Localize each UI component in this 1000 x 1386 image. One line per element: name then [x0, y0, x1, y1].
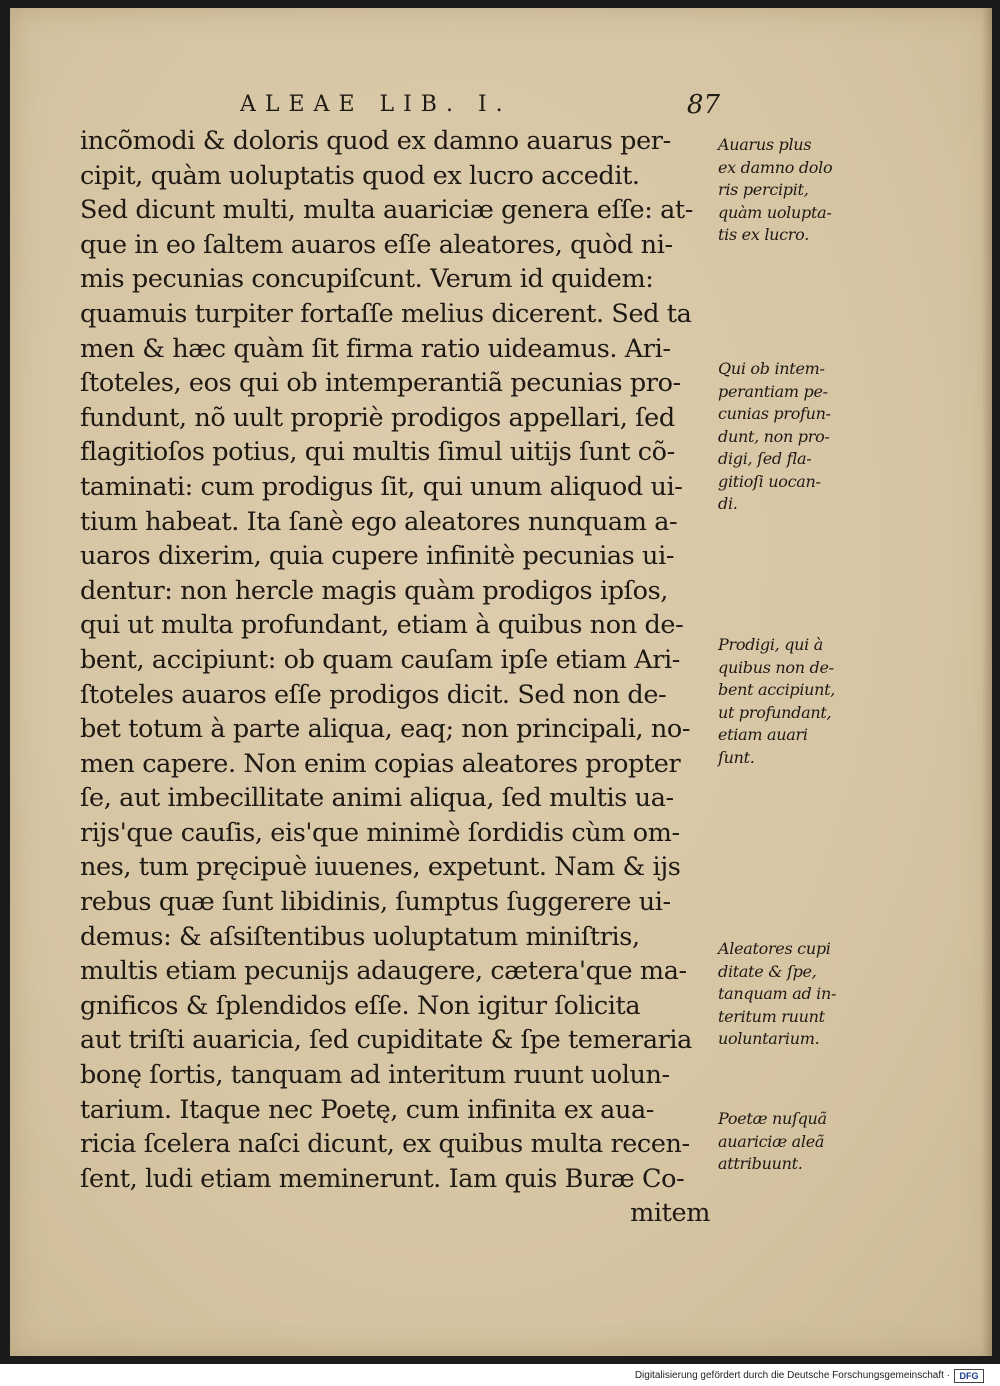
marginal-note-prodigi [718, 634, 858, 769]
digitization-footer [0, 1364, 1000, 1386]
note-line: Auarus plus [718, 135, 812, 154]
note-line: tanquam ad in- [718, 984, 837, 1003]
text-line: ſtoteles auaros eſſe prodigos dicit. Sed non de- [80, 679, 667, 710]
text-line: aut triſti auaricia, ſed cupiditate & ſpe temeraria [80, 1025, 692, 1056]
note-line: bent accipiunt, [718, 680, 836, 699]
text-line: bent, accipiunt: ob quam cauſam ipſe etiam Ari- [80, 644, 681, 675]
note-line: Poetæ nuſquã [718, 1109, 827, 1128]
text-line: rijs'que cauſis, eis'que minimè ſordidis cùm om- [80, 817, 680, 848]
text-line: taminati: cum prodigus ſit, qui unum aliquod ui- [80, 471, 683, 502]
note-line: ditate & ſpe, [718, 961, 817, 981]
text-line: bonę ſortis, tanquam ad interitum ruunt uolun- [80, 1060, 670, 1091]
note-line: perantiam pe- [718, 381, 828, 401]
marginal-note-poetae [718, 1108, 858, 1176]
page-number: 87 [686, 90, 720, 120]
text-line: quamuis turpiter fortaſſe melius dicerent. Sed ta [80, 298, 692, 329]
funding-credit: Digitalisierung gefördert durch die Deutsche Forschungsgemeinschaft · [634, 1370, 950, 1381]
note-line: quàm uolupta- [718, 202, 832, 222]
text-line: cipit, quàm uoluptatis quod ex lucro accedit. [80, 160, 640, 191]
text-line: flagitioſos potius, qui multis ſimul uitijs ſunt cõ- [80, 437, 675, 468]
note-line: teritum ruunt [718, 1006, 825, 1026]
text-line: mis pecunias concupiſcunt. Verum id quidem: [80, 264, 654, 295]
marginal-note-avarus [718, 134, 858, 247]
note-line: Aleatores cupi [718, 939, 831, 958]
text-line: demus: & aſsiſtentibus uoluptatum miniſtris, [80, 921, 640, 952]
note-line: quibus non de- [718, 657, 834, 677]
text-line: ricia ſcelera naſci dicunt, ex quibus multa recen- [80, 1129, 690, 1160]
text-line: Sed dicunt multi, multa auariciæ genera eſſe: at- [80, 195, 693, 226]
text-line: uaros dixerim, quia cupere infinitè pecunias ui- [80, 541, 675, 572]
text-line: incõmodi & doloris quod ex damno auarus per- [80, 126, 671, 156]
note-line: etiam auari [718, 725, 808, 744]
text-line: ſent, ludi etiam meminerunt. Iam quis Buræ Co- [80, 1163, 685, 1194]
note-line: tis ex lucro. [718, 225, 809, 244]
text-line: nes, tum pręcipuè iuuenes, expetunt. Nam & ijs [80, 852, 681, 883]
dfg-logo: DFG [954, 1369, 984, 1383]
running-head: ALEAE LIB. I. [240, 92, 512, 117]
note-line: digi, ſed fla- [718, 449, 812, 468]
text-line: que in eo ſaltem auaros eſſe aleatores, quòd ni- [80, 229, 673, 260]
text-line: ſe, aut imbecillitate animi aliqua, ſed multis ua- [80, 783, 674, 814]
text-line: gnificos & ſplendidos eſſe. Non igitur ſolicita [80, 990, 641, 1021]
note-line: gitioſi uocan- [718, 471, 821, 491]
marginal-note-aleatores [718, 938, 858, 1051]
text-line: fundunt, nõ uult propriè prodigos appellari, ſed [80, 402, 675, 433]
catchword: mitem [630, 1198, 710, 1229]
note-line: ex damno dolo [718, 157, 833, 177]
marginal-note-intemperantia [718, 358, 858, 516]
text-line: ſtoteles, eos qui ob intemperantiã pecunias pro- [80, 368, 681, 399]
book-page [10, 8, 992, 1356]
text-line: tium habeat. Ita ſanè ego aleatores nunquam a- [80, 506, 678, 537]
note-line: cunias profun- [718, 404, 831, 423]
text-line: multis etiam pecunijs adaugere, cætera'que ma- [80, 956, 687, 987]
page-header [240, 86, 720, 126]
note-line: ris percipit, [718, 180, 809, 199]
note-line: ut profundant, [718, 702, 832, 722]
note-line: Prodigi, qui à [718, 635, 824, 654]
main-text-block [80, 124, 710, 1231]
text-line: rebus quæ ſunt libidinis, ſumptus ſuggerere ui- [80, 887, 671, 918]
note-line: Qui ob intem- [718, 359, 825, 378]
text-line: bet totum à parte aliqua, eaq; non principali, no- [80, 714, 691, 745]
note-line: dunt, non pro- [718, 426, 830, 446]
note-line: auariciæ aleã [718, 1131, 825, 1151]
note-line: di. [718, 494, 738, 513]
note-line: uoluntarium. [718, 1029, 820, 1048]
note-line: attribuunt. [718, 1154, 803, 1173]
text-line: tarium. Itaque nec Poetę, cum infinita ex aua- [80, 1094, 655, 1125]
text-line: men & hæc quàm ſit firma ratio uideamus. Ari- [80, 333, 671, 364]
text-line: dentur: non hercle magis quàm prodigos ipſos, [80, 575, 668, 606]
note-line: ſunt. [718, 747, 755, 767]
text-line: qui ut multa profundant, etiam à quibus non de- [80, 610, 684, 641]
text-line: men capere. Non enim copias aleatores propter [80, 748, 681, 779]
